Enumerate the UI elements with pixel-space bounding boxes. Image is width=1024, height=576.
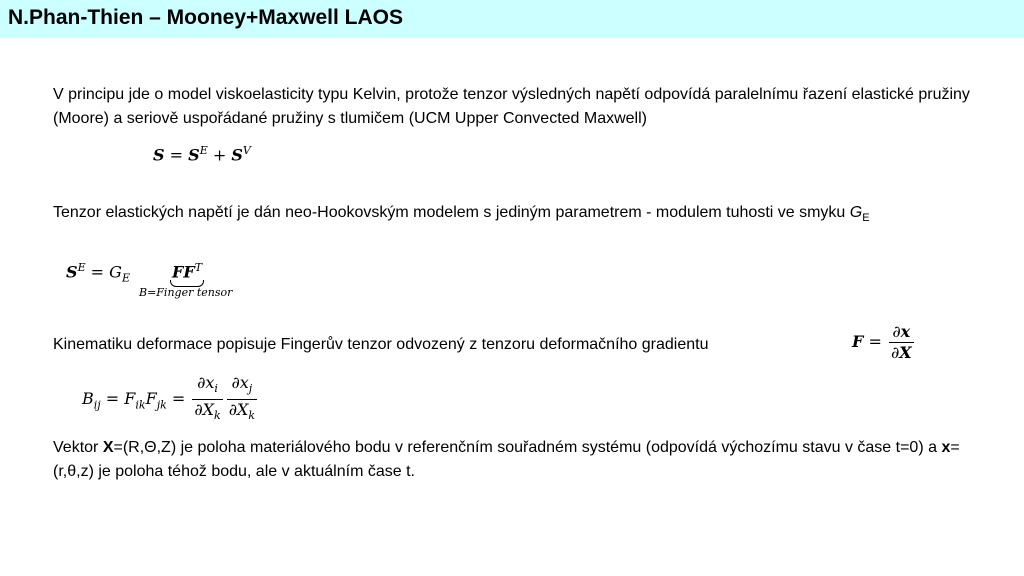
equation-finger-components: $B_{ij} = F_{ik}F_{jk}$ = $\frac{\partial x_i}{\partial X_k}$ $\frac{\partial x_j}{\partial X_k}$: [82, 373, 259, 426]
reference-vector-symbol: X: [102, 439, 114, 456]
finger-tensor-label: B=Finger tensor: [139, 286, 233, 299]
vector-end-text: je poloha téhož bodu, ale v aktuálním čase t.: [93, 463, 415, 480]
equation-neo-hooke: $S^E = G_E$ $FF^T$: [66, 261, 202, 285]
elastic-tensor-text: Tenzor elastických napětí je dán neo-Hookovským modelem s jediným parametrem - modulem tuhosti ve smyku: [53, 204, 846, 221]
shear-modulus-subscript: E: [862, 212, 870, 225]
paragraph-position-vectors: [53, 436, 983, 484]
equation-deformation-gradient: F = $\frac{\partial x}{\partial X}$: [852, 322, 912, 362]
vector-intro-text: Vektor: [53, 439, 103, 456]
paragraph-kelvin-model: V principu jde o model viskoelasticity typu Kelvin, protože tenzor výsledných napětí odpovídá paralelnímu řazení elastické pružiny (Moore) a seriově uspořádané pružiny s tlumičem (UCM Upper Convected Maxwell): [53, 86, 970, 127]
paragraph-kinematics: Kinematiku deformace popisuje Fingerův tenzor odvozený z tenzoru deformačního gradientu: [53, 336, 709, 353]
title-bar: [0, 0, 1024, 38]
reference-coordinates: =(R,Θ,Z): [113, 439, 177, 456]
finger-tensor-brace: $FF^T$: [172, 261, 202, 281]
equation-stress-sum: $S = S^E + S^V$: [153, 144, 251, 165]
paragraph-elastic-tensor: [53, 201, 983, 230]
vector-middle-text: je poloha materiálového bodu v referenčním souřadném systému (odpovídá výchozímu stavu v čase t=0) a: [176, 439, 942, 456]
current-vector-symbol: x: [941, 439, 951, 456]
slide-title: N.Phan-Thien – Mooney+Maxwell LAOS: [8, 6, 403, 29]
shear-modulus-symbol: G: [849, 204, 863, 221]
current-coordinates: =(r,θ,z): [53, 439, 960, 480]
